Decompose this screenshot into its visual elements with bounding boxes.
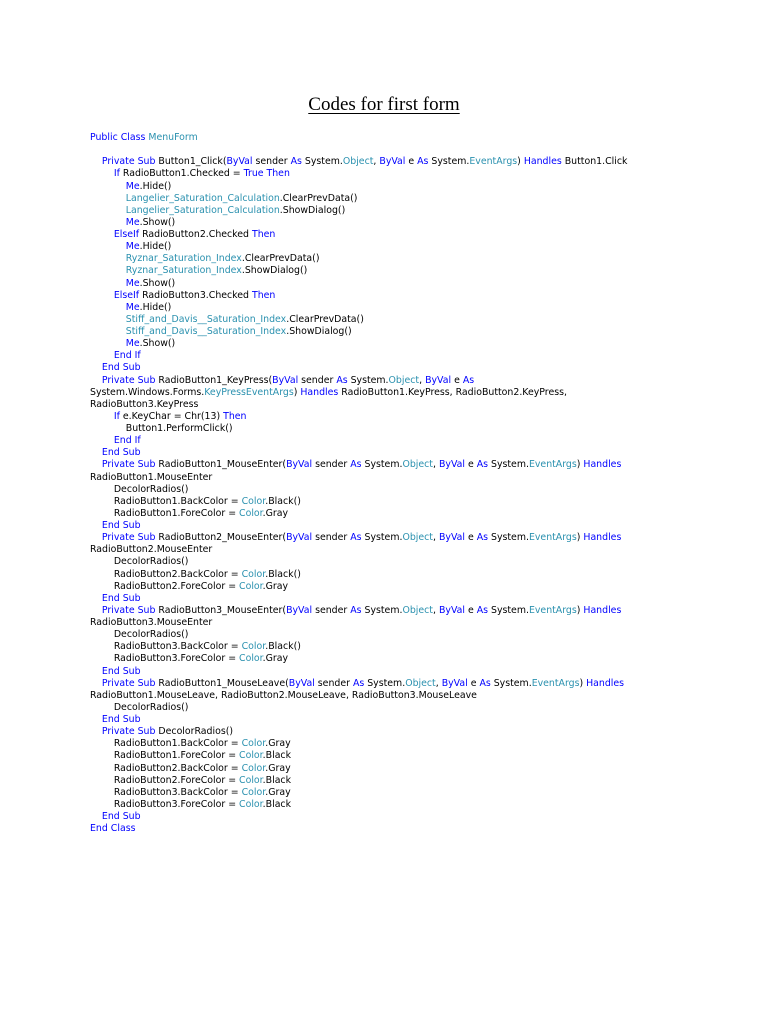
code-text: e (454, 374, 463, 386)
code-keyword: Handles (300, 386, 342, 398)
code-text: e.KeyChar = Chr(13) (122, 410, 224, 422)
code-line (90, 265, 690, 277)
code-text: RadioButton1.MouseEnter (90, 471, 213, 483)
code-text (90, 241, 126, 252)
code-text (90, 714, 102, 725)
code-line (90, 653, 690, 665)
code-text: sender (315, 459, 351, 471)
code-line (90, 193, 690, 205)
code-keyword: ByVal (441, 677, 471, 689)
code-text (90, 205, 126, 216)
code-text: System. (350, 374, 389, 386)
code-text (90, 447, 102, 458)
code-keyword: Me (125, 216, 140, 228)
code-keyword: End Sub (101, 714, 141, 725)
code-keyword: Me (125, 277, 140, 289)
code-text: RadioButton1.Checked = (122, 168, 244, 180)
code-type: Color (241, 786, 266, 798)
code-keyword: Private Sub (101, 374, 159, 386)
code-text: RadioButton1.ForeColor = (90, 507, 240, 519)
code-text (90, 314, 126, 325)
code-text: .ShowDialog() (286, 326, 352, 337)
code-text: .Gray (265, 762, 291, 774)
code-text: RadioButton1.MouseLeave, RadioButton2.MouseLeave, RadioButton3.MouseLeave (90, 689, 477, 701)
code-keyword: If (113, 168, 123, 180)
code-text (90, 290, 114, 301)
code-keyword: Private Sub (101, 726, 159, 738)
code-text (90, 350, 114, 361)
code-text: System. (367, 677, 406, 689)
code-type: Color (239, 774, 263, 786)
code-text: e (467, 532, 477, 544)
code-text (90, 520, 102, 531)
code-text (90, 411, 114, 422)
code-text (90, 253, 126, 264)
code-line (90, 326, 690, 338)
code-text: RadioButton2.ForeColor = (90, 774, 240, 786)
code-keyword: End Class (90, 823, 136, 835)
code-text: System. (364, 459, 403, 471)
code-line (90, 726, 690, 738)
code-keyword: As (476, 532, 491, 544)
code-text (90, 338, 126, 349)
code-text: RadioButton3.BackColor = (90, 786, 242, 798)
code-text: System. (304, 156, 343, 168)
code-line (90, 811, 690, 823)
code-text: sender (315, 532, 351, 544)
code-text: sender (315, 604, 351, 616)
code-text: System. (431, 156, 470, 168)
code-text: .Black (262, 750, 292, 762)
code-text: RadioButton1.KeyPress, RadioButton2.KeyPress, (341, 386, 567, 398)
code-type: Object (402, 604, 433, 616)
code-text: DecolorRadios() (90, 483, 189, 495)
code-line (90, 544, 690, 556)
code-text: .Black() (265, 495, 301, 507)
code-line (90, 290, 690, 302)
code-line (90, 678, 690, 690)
code-text (90, 593, 102, 604)
code-type: EventArgs (528, 604, 577, 616)
code-text: System. (491, 459, 529, 471)
code-text (90, 726, 102, 737)
code-line (90, 496, 690, 508)
code-keyword: True Then (243, 168, 290, 180)
code-line (90, 605, 690, 617)
code-text: e (470, 677, 480, 689)
code-keyword: ByVal (272, 374, 302, 386)
code-keyword: As (336, 374, 351, 386)
code-line (90, 714, 690, 726)
code-keyword: Me (125, 180, 140, 192)
code-line (90, 569, 690, 581)
code-text: ) (576, 604, 584, 616)
code-line (90, 459, 690, 471)
code-keyword: As (290, 156, 305, 168)
code-text: , (433, 604, 439, 616)
code-text: RadioButton1_MouseLeave( (158, 677, 289, 689)
code-type: Object (405, 677, 436, 689)
code-keyword: ByVal (438, 532, 468, 544)
code-text: .Hide() (139, 180, 172, 192)
code-keyword: End Sub (101, 665, 141, 677)
code-type: EventArgs (531, 677, 580, 689)
code-text: RadioButton3.MouseEnter (90, 617, 213, 628)
code-keyword: Public Class (90, 132, 149, 143)
code-line (90, 375, 690, 387)
code-line (90, 229, 690, 241)
code-text (90, 532, 102, 543)
code-line (90, 362, 690, 374)
code-text: , (435, 677, 442, 689)
code-line (90, 241, 690, 253)
code-line (90, 750, 690, 762)
code-text: System. (364, 532, 403, 544)
code-type: Color (241, 641, 266, 653)
code-text (90, 326, 126, 337)
code-line (90, 823, 690, 835)
code-keyword: Me (125, 338, 140, 350)
code-type: Color (241, 568, 266, 580)
code-type: Color (239, 507, 263, 519)
code-type: Object (388, 374, 420, 386)
code-type: Langelier_Saturation_Calculation (125, 204, 280, 216)
code-keyword: ByVal (438, 459, 468, 471)
code-line (90, 423, 690, 435)
code-text: RadioButton2.BackColor = (90, 568, 242, 580)
code-text (90, 229, 114, 240)
code-text (90, 217, 126, 228)
code-text: .Gray (265, 738, 291, 750)
code-line (90, 132, 690, 144)
code-text: ) (293, 386, 301, 398)
code-keyword: ByVal (379, 156, 409, 168)
code-type: Color (239, 750, 263, 762)
code-keyword: If (113, 410, 123, 422)
code-type: Stiff_and_Davis__Saturation_Index (125, 326, 287, 337)
code-line (90, 508, 690, 520)
code-line (90, 205, 690, 217)
code-line (90, 520, 690, 532)
code-line (90, 435, 690, 447)
code-line (90, 411, 690, 423)
code-keyword: ByVal (288, 677, 318, 689)
code-line (90, 666, 690, 678)
code-text (90, 193, 126, 204)
code-line (90, 787, 690, 799)
code-line (90, 181, 690, 193)
code-keyword: Private Sub (101, 156, 159, 168)
code-text: System. (364, 604, 403, 616)
code-text: System. (491, 604, 529, 616)
code-line (90, 593, 690, 605)
code-type: KeyPressEventArgs (204, 386, 294, 398)
code-text: .Black (262, 774, 292, 786)
code-line (90, 314, 690, 326)
code-type: Object (402, 459, 433, 471)
code-text (90, 168, 114, 179)
code-text (90, 435, 114, 446)
code-text: System.Windows.Forms. (90, 386, 205, 398)
code-text (90, 459, 102, 470)
code-type: Object (402, 532, 433, 544)
code-line (90, 253, 690, 265)
code-text (90, 375, 102, 386)
code-text: System. (493, 677, 532, 689)
code-text: .Black() (265, 641, 301, 653)
code-line (90, 278, 690, 290)
code-text: .Gray (262, 653, 289, 665)
code-line (90, 484, 690, 496)
code-text: RadioButton2_MouseEnter( (158, 532, 287, 544)
code-text: RadioButton3.Checked (142, 289, 252, 301)
code-text: .ShowDialog() (241, 265, 308, 277)
code-text: .Show() (139, 277, 176, 289)
code-line (90, 302, 690, 314)
code-text: DecolorRadios() (158, 726, 234, 738)
code-text: .Show() (139, 216, 176, 228)
code-line (90, 472, 690, 484)
code-text (90, 666, 102, 677)
code-type: Color (241, 495, 266, 507)
code-keyword: ElseIf (113, 289, 143, 301)
code-text: RadioButton3.KeyPress (90, 398, 199, 410)
code-type: Color (241, 762, 266, 774)
code-type: Stiff_and_Davis__Saturation_Index (125, 313, 287, 325)
code-line (90, 387, 690, 399)
code-keyword: As (462, 374, 475, 386)
code-text: DecolorRadios() (90, 556, 189, 568)
code-line (90, 556, 690, 568)
code-keyword: ByVal (425, 374, 455, 386)
code-text: .ClearPrevData() (286, 313, 364, 325)
code-line (90, 641, 690, 653)
code-text: RadioButton3.ForeColor = (90, 798, 240, 810)
code-keyword: ByVal (286, 459, 316, 471)
code-listing (90, 132, 690, 835)
code-line (90, 217, 690, 229)
code-line (90, 144, 690, 156)
code-keyword: As (350, 459, 365, 471)
code-keyword: Handles (523, 156, 565, 168)
code-text: RadioButton1.ForeColor = (90, 750, 240, 762)
code-type: Color (239, 653, 263, 665)
code-text: RadioButton2.ForeColor = (90, 580, 240, 592)
code-text (90, 811, 102, 822)
code-type: EventArgs (528, 532, 577, 544)
code-keyword: End Sub (101, 811, 141, 822)
code-line (90, 690, 690, 702)
code-line (90, 350, 690, 362)
code-line (90, 775, 690, 787)
code-keyword: ByVal (286, 532, 316, 544)
code-keyword: Private Sub (101, 677, 159, 689)
code-keyword: End If (113, 350, 141, 362)
code-text: RadioButton2.BackColor = (90, 762, 242, 774)
code-text: .Black (262, 798, 292, 810)
code-keyword: As (417, 156, 432, 168)
code-type: EventArgs (528, 459, 577, 471)
code-text: sender (317, 677, 353, 689)
code-text: e (467, 604, 477, 616)
code-type: Langelier_Saturation_Calculation (125, 192, 280, 204)
code-text: sender (255, 156, 291, 168)
code-keyword: Private Sub (101, 459, 159, 471)
code-text: ) (576, 532, 584, 544)
code-keyword: End If (113, 435, 141, 447)
code-text: , (373, 156, 380, 168)
code-keyword: As (352, 677, 368, 689)
code-keyword: ByVal (226, 156, 256, 168)
code-line (90, 763, 690, 775)
code-type: Ryznar_Saturation_Index (125, 265, 242, 277)
code-text: RadioButton3.ForeColor = (90, 653, 240, 665)
code-keyword: As (479, 677, 494, 689)
code-keyword: As (476, 604, 491, 616)
code-text: System. (491, 532, 529, 544)
code-keyword: ByVal (438, 604, 468, 616)
code-line (90, 629, 690, 641)
code-text: , (419, 374, 426, 386)
code-type: Color (239, 798, 263, 810)
code-line (90, 799, 690, 811)
code-keyword: As (350, 532, 365, 544)
code-keyword: Then (223, 410, 247, 422)
code-text: Button1.PerformClick() (90, 423, 233, 434)
code-keyword: Handles (583, 459, 622, 471)
code-line (90, 702, 690, 714)
code-text: .Black() (265, 568, 301, 580)
code-line (90, 447, 690, 459)
code-text (90, 302, 126, 313)
code-keyword: Me (125, 301, 140, 313)
code-keyword: Handles (583, 532, 622, 544)
code-text: RadioButton3_MouseEnter( (158, 604, 287, 616)
code-keyword: Me (125, 241, 140, 253)
code-keyword: Then (251, 229, 276, 240)
code-text (90, 156, 102, 167)
code-text (90, 181, 126, 192)
code-type: MenuForm (148, 132, 198, 143)
code-text (90, 278, 126, 289)
code-keyword: Then (251, 289, 276, 301)
code-keyword: Private Sub (101, 604, 159, 616)
code-type: Object (342, 156, 374, 168)
code-type: Ryznar_Saturation_Index (125, 253, 242, 265)
code-text: Button1_Click( (158, 156, 227, 168)
code-text (90, 265, 126, 276)
code-text: sender (301, 374, 337, 386)
code-text: e (408, 156, 418, 168)
code-keyword: ElseIf (113, 229, 143, 240)
code-text: .Show() (139, 338, 176, 350)
code-keyword: End Sub (101, 447, 141, 459)
code-text: .ClearPrevData() (279, 192, 358, 204)
code-type: Color (241, 738, 266, 750)
code-keyword: As (350, 604, 365, 616)
code-text: RadioButton1_MouseEnter( (158, 459, 287, 471)
code-text: e (467, 459, 477, 471)
code-keyword: End Sub (101, 592, 141, 604)
code-line (90, 617, 690, 629)
code-text: ) (579, 677, 587, 689)
code-text (90, 362, 102, 373)
code-text (90, 605, 102, 616)
code-text: , (433, 459, 439, 471)
code-line (90, 738, 690, 750)
code-text: DecolorRadios() (90, 629, 189, 641)
code-text: .Gray (262, 580, 289, 592)
code-text: .Hide() (139, 301, 172, 313)
code-text: RadioButton1.BackColor = (90, 738, 242, 750)
code-text: ) (517, 156, 524, 168)
code-keyword: ByVal (286, 604, 316, 616)
code-text: DecolorRadios() (90, 701, 189, 713)
code-keyword: As (476, 459, 491, 471)
code-text: RadioButton2.MouseEnter (90, 544, 213, 556)
page-title: Codes for first form (308, 94, 460, 115)
code-keyword: Handles (583, 604, 622, 616)
code-keyword: Handles (586, 677, 625, 689)
code-line (90, 532, 690, 544)
code-text (90, 678, 102, 689)
code-text: .Gray (265, 786, 291, 798)
code-text: .ClearPrevData() (241, 253, 320, 265)
code-type: EventArgs (469, 156, 518, 168)
code-text: RadioButton3.BackColor = (90, 641, 242, 653)
code-text: Button1.Click (564, 156, 628, 168)
code-keyword: Private Sub (101, 532, 159, 544)
code-type: Color (239, 580, 263, 592)
code-text: RadioButton1_KeyPress( (158, 374, 273, 386)
code-keyword: End Sub (101, 362, 141, 374)
code-line (90, 338, 690, 350)
code-text: , (433, 532, 439, 544)
code-text: .Gray (262, 507, 289, 519)
code-text: RadioButton2.Checked (142, 229, 252, 240)
code-text: ) (576, 459, 584, 471)
code-text: .ShowDialog() (279, 204, 346, 216)
code-keyword: End Sub (101, 520, 141, 531)
code-line (90, 581, 690, 593)
code-line (90, 156, 690, 168)
code-line (90, 399, 690, 411)
code-text: RadioButton1.BackColor = (90, 495, 242, 507)
code-text: .Hide() (139, 241, 172, 253)
code-line (90, 168, 690, 180)
